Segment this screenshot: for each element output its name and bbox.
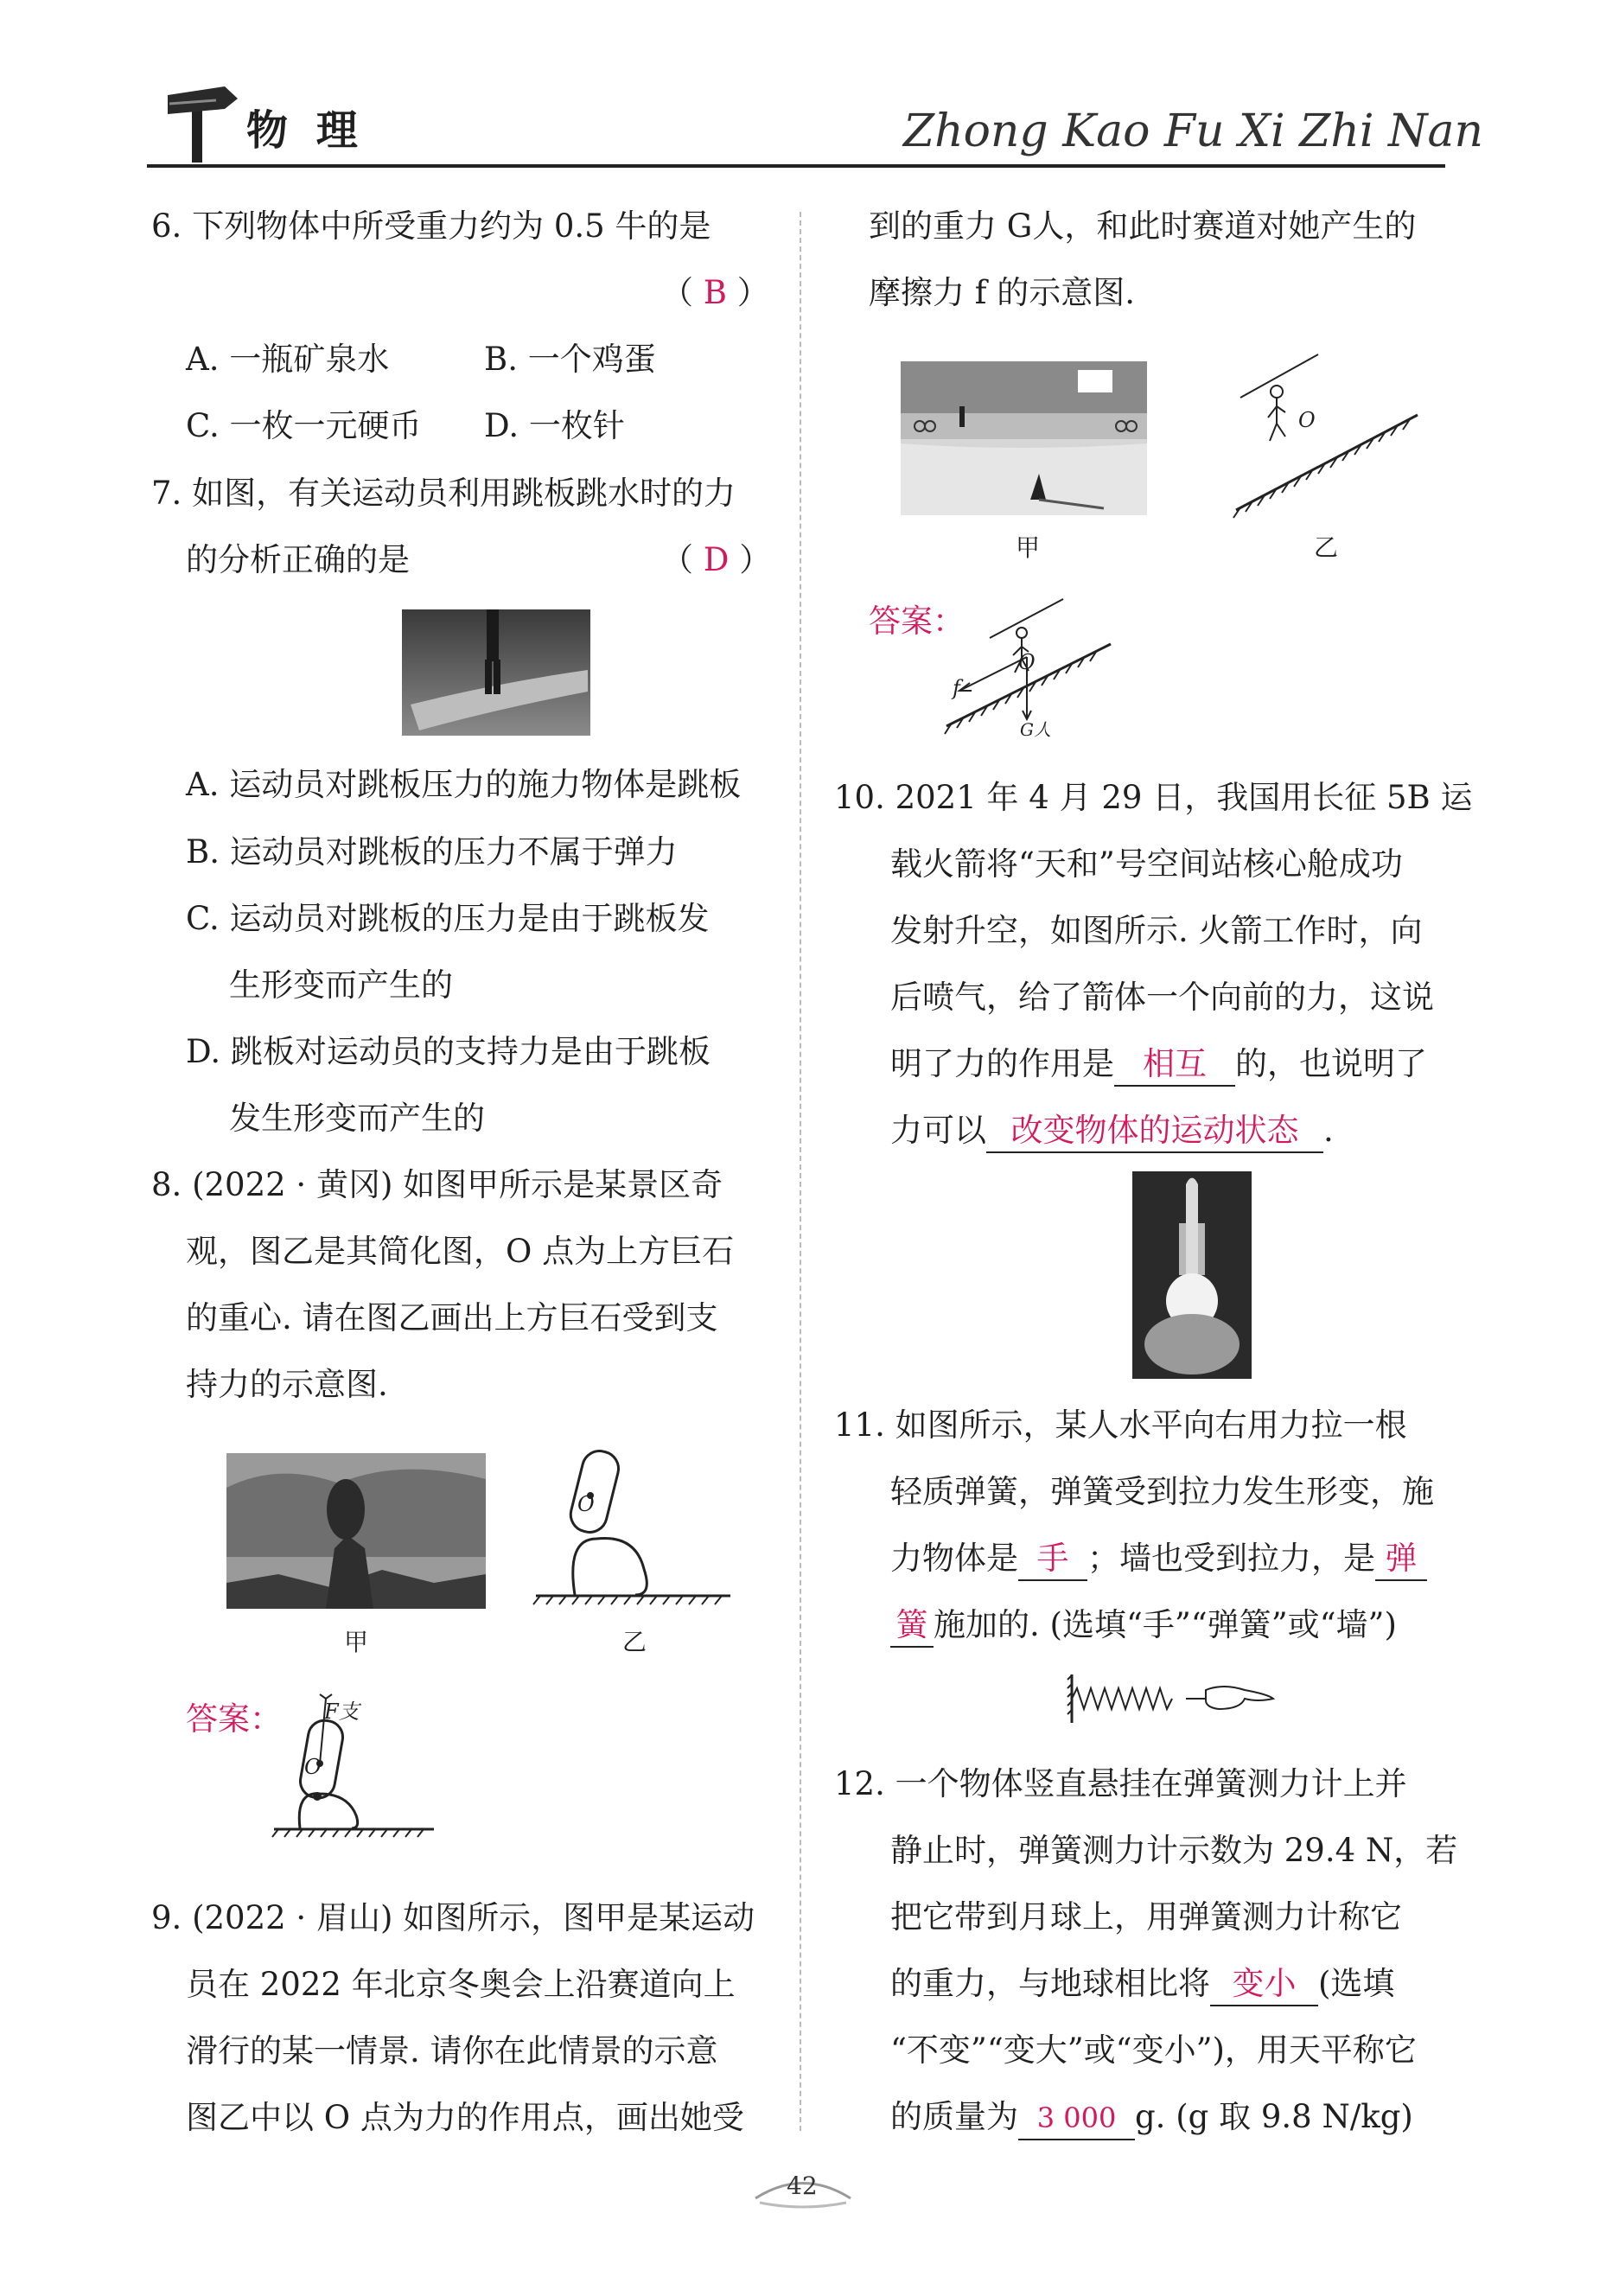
- q11-blank-2a: 弹: [1375, 1538, 1427, 1581]
- balanced-rock-photo: [226, 1453, 486, 1609]
- q10-line1: 10. 2021 年 4 月 29 日，我国用长征 5B 运: [834, 779, 1473, 816]
- q11-line3: [890, 1538, 1427, 1581]
- q9-caption-yi: 乙: [1314, 533, 1339, 562]
- q6-answer: B: [703, 274, 727, 311]
- series-title: Zhong Kao Fu Xi Zhi Nan: [903, 105, 1483, 157]
- q10-blank-1: 相互: [1114, 1043, 1235, 1087]
- q7-option-d-line1: D. 跳板对运动员的支持力是由于跳板: [186, 1033, 711, 1070]
- q9-caption-jia: 甲: [1016, 533, 1041, 562]
- q8-line3: 的重心. 请在图乙画出上方巨石受到支: [186, 1299, 718, 1336]
- q12-line6-pre: 的质量为: [890, 2098, 1018, 2135]
- q9-right-line1: 到的重力 G人，和此时赛道对她产生的: [869, 207, 1417, 245]
- q9-slope-diagram: [1232, 350, 1431, 523]
- rocket-launch-photo: [1132, 1171, 1252, 1379]
- header-rule: [147, 164, 1445, 168]
- q12-line5: “不变”“变大”或“变小”)，用天平称它: [890, 2031, 1417, 2069]
- q12-line4-pre: 的重力，与地球相比将: [890, 1965, 1210, 2002]
- q12-line4: [890, 1963, 1394, 2006]
- q7-stem-line2: 的分析正确的是: [186, 541, 410, 578]
- diving-board-photo: [402, 609, 590, 736]
- q10-line2: 载火箭将“天和”号空间站核心舱成功: [890, 845, 1403, 883]
- q9-answer-f-label: f: [953, 676, 960, 700]
- ski-slope-photo: [901, 361, 1147, 515]
- q12-line1: 12. 一个物体竖直悬挂在弹簧测力计上并: [834, 1765, 1407, 1802]
- q7-answer: D: [703, 541, 730, 578]
- q11-line3-pre: 力物体是: [890, 1540, 1018, 1577]
- q10-line5: [890, 1043, 1427, 1087]
- q8-answer-point-o: O: [304, 1755, 322, 1779]
- q6-option-c: C. 一枚一元硬币: [186, 407, 422, 444]
- q11-line2: 轻质弹簧，弹簧受到拉力发生形变，施: [890, 1473, 1434, 1510]
- q9-line4: 图乙中以 O 点为力的作用点，画出她受: [186, 2099, 744, 2136]
- q6-stem: 6. 下列物体中所受重力约为 0.5 牛的是: [151, 207, 711, 245]
- q10-blank-2: 改变物体的运动状态: [986, 1110, 1323, 1153]
- q9-line3: 滑行的某一情景. 请你在此情景的示意: [186, 2032, 718, 2070]
- q8-simplified-diagram: [532, 1444, 739, 1617]
- q8-answer-force-label: F支: [324, 1700, 360, 1724]
- q7-stem-line1: 7. 如图，有关运动员利用跳板跳水时的力: [151, 475, 736, 512]
- q7-option-a: A. 运动员对跳板压力的施力物体是跳板: [186, 766, 742, 803]
- q7-option-d-line2: 发生形变而产生的: [229, 1100, 485, 1137]
- q8-line1: 8. (2022 · 黄冈) 如图甲所示是某景区奇: [151, 1166, 723, 1203]
- q8-diagram-point-o: O: [577, 1492, 595, 1516]
- q8-line4: 持力的示意图.: [186, 1366, 388, 1403]
- q8-caption-jia: 甲: [344, 1628, 369, 1656]
- q10-line5-post: 的，也说明了: [1235, 1045, 1427, 1082]
- q7-option-c-line1: C. 运动员对跳板的压力是由于跳板发: [186, 900, 710, 937]
- q8-caption-yi: 乙: [622, 1628, 647, 1656]
- q10-line6-post: .: [1323, 1112, 1334, 1149]
- q6-option-d: D. 一枚针: [484, 407, 625, 444]
- q12-blank-2: 3 000: [1018, 2097, 1135, 2140]
- q11-line4: [890, 1604, 1397, 1648]
- q9-line2: 员在 2022 年北京冬奥会上沿赛道向上: [186, 1966, 736, 2003]
- q6-answer-paren: （ B ）: [661, 274, 769, 311]
- q9-answer-g-label: G人: [1020, 719, 1051, 740]
- q10-line6-pre: 力可以: [890, 1112, 986, 1149]
- q12-line3: 把它带到月球上，用弹簧测力计称它: [890, 1898, 1402, 1936]
- q6-option-b: B. 一个鸡蛋: [484, 341, 656, 378]
- q12-line6: [890, 2096, 1413, 2140]
- q11-blank-2b: 簧: [890, 1604, 934, 1648]
- q11-blank-1: 手: [1018, 1538, 1087, 1581]
- q10-line6: [890, 1110, 1334, 1153]
- q10-line3: 发射升空，如图所示. 火箭工作时，向: [890, 912, 1423, 949]
- q6-option-a: A. 一瓶矿泉水: [186, 341, 390, 378]
- q12-line4-post: (选填: [1318, 1965, 1395, 2002]
- q12-blank-1: 变小: [1210, 1963, 1318, 2006]
- q10-line4: 后喷气，给了箭体一个向前的力，这说: [890, 979, 1434, 1016]
- q8-line2: 观，图乙是其简化图，O 点为上方巨石: [186, 1233, 735, 1270]
- q9-right-line2: 摩擦力 f 的示意图.: [869, 274, 1135, 311]
- spring-hand-diagram: [1067, 1673, 1284, 1725]
- q7-option-c-line2: 生形变而产生的: [229, 966, 453, 1004]
- q11-line4-post: 施加的. (选填“手”“弹簧”或“墙”): [934, 1606, 1397, 1643]
- q9-diagram-point-o: O: [1298, 408, 1316, 432]
- q12-line6-post: g. (g 取 9.8 N/kg): [1135, 2098, 1413, 2135]
- q11-line3-mid: ；墙也受到拉力，是: [1087, 1540, 1375, 1577]
- q7-option-b: B. 运动员对跳板的压力不属于弹力: [186, 833, 678, 871]
- q9-line1: 9. (2022 · 眉山) 如图所示，图甲是某运动: [151, 1899, 755, 1936]
- q9-answer-label: 答案：: [869, 603, 965, 640]
- q8-answer-label: 答案：: [186, 1700, 282, 1738]
- q12-line2: 静止时，弹簧测力计示数为 29.4 N，若: [890, 1832, 1458, 1869]
- q10-line5-pre: 明了力的作用是: [890, 1045, 1114, 1082]
- subject-title: 物 理: [246, 106, 365, 155]
- q11-line1: 11. 如图所示，某人水平向右用力拉一根: [834, 1406, 1407, 1444]
- page-number: 42: [787, 2172, 818, 2200]
- q7-answer-paren: （ D ）: [661, 541, 772, 578]
- column-divider: [800, 212, 801, 2131]
- q9-answer-point-o: O: [1018, 650, 1036, 674]
